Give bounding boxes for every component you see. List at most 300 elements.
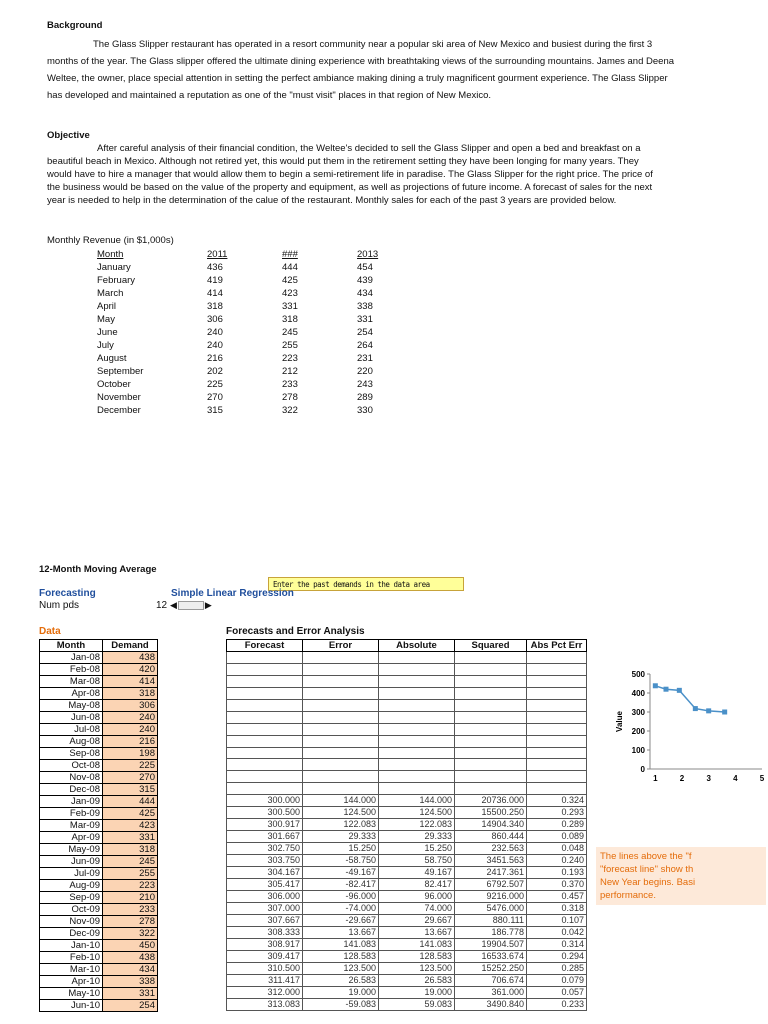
forecast-cell: 303.750 [227,855,303,867]
revenue-value: 233 [282,379,298,390]
abs-pct-err-cell [527,735,587,747]
demand-cell[interactable]: 444 [103,796,158,808]
error-cell [303,687,379,699]
month-cell[interactable]: Dec-08 [40,784,103,796]
forecast-header: Forecast [227,640,303,652]
squared-cell: 15252.250 [455,963,527,975]
forecast-cell: 300.917 [227,819,303,831]
abs-pct-err-cell: 0.193 [527,867,587,879]
revenue-header-1: 2011 [207,249,228,260]
table-row [227,879,587,891]
month-cell[interactable]: Feb-10 [40,952,103,964]
demand-cell[interactable]: 315 [103,784,158,796]
demand-cell[interactable]: 331 [103,832,158,844]
squared-cell: 186.778 [455,927,527,939]
demand-cell[interactable]: 255 [103,868,158,880]
squared-cell [455,711,527,723]
revenue-value: 240 [207,340,223,351]
table-row [227,843,587,855]
abs-pct-err-cell [527,759,587,771]
revenue-value: 243 [357,379,373,390]
demand-cell[interactable]: 322 [103,928,158,940]
error-cell [303,663,379,675]
absolute-cell: 15.250 [379,843,455,855]
month-cell[interactable]: Jul-09 [40,868,103,880]
table-row [227,999,587,1011]
absolute-cell: 122.083 [379,819,455,831]
squared-cell: 860.444 [455,831,527,843]
month-cell[interactable]: Jan-09 [40,796,103,808]
error-cell: 141.083 [303,939,379,951]
background-rest: during the first 3 months of the year. The Glass slipper offered the ultimate dining experience with breathtaking views of the surrounding mountains. James and Deena Weltee, the owner, place special attention in setting the perfect ambiance making dining a truly magnificent gourment experience. The Glass Slipper has developed and maintained a reputation as one of the "must visit" places in that region of New Mexico. [47,39,675,101]
squared-cell: 19904.507 [455,939,527,951]
revenue-title: Monthly Revenue (in $1,000s) [47,235,174,246]
forecast-cell: 310.500 [227,963,303,975]
y-axis-label: Value [615,711,624,732]
error-cell: -96.000 [303,891,379,903]
data-point [693,706,698,711]
abs-pct-err-cell: 0.089 [527,831,587,843]
demand-cell[interactable]: 331 [103,988,158,1000]
revenue-value: 278 [282,392,298,403]
demand-cell[interactable]: 240 [103,712,158,724]
table-row [227,783,587,795]
table-row [227,951,587,963]
absolute-cell [379,723,455,735]
revenue-value: 270 [207,392,223,403]
error-cell: 19.000 [303,987,379,999]
y-tick-label: 200 [631,727,645,736]
revenue-value: 289 [357,392,373,403]
demand-cell[interactable]: 306 [103,700,158,712]
absolute-cell: 29.333 [379,831,455,843]
revenue-row [97,287,432,300]
table-row [40,796,158,808]
month-cell[interactable]: Sep-08 [40,748,103,760]
comment-line: The lines above the "f [600,851,692,862]
y-tick-label: 400 [631,689,645,698]
y-tick-label: 0 [640,765,645,774]
revenue-value: 330 [357,405,373,416]
squared-cell: 9216.000 [455,891,527,903]
absolute-cell: 141.083 [379,939,455,951]
y-tick-label: 100 [631,746,645,755]
demand-cell[interactable]: 434 [103,964,158,976]
forecast-cell: 308.333 [227,927,303,939]
forecast-cell [227,747,303,759]
revenue-month: February [97,275,136,286]
revenue-value: 245 [282,327,298,338]
num-pds-label: Num pds [39,600,80,611]
revenue-value: 255 [282,340,298,351]
squared-cell [455,652,527,664]
absolute-cell [379,759,455,771]
num-pds-spinner[interactable] [170,600,212,610]
abs-pct-err-cell: 0.314 [527,939,587,951]
squared-cell [455,771,527,783]
revenue-value: 425 [282,275,298,286]
revenue-value: 315 [207,405,223,416]
squared-cell [455,723,527,735]
squared-cell [455,783,527,795]
demand-table [39,639,158,1012]
month-cell[interactable]: Apr-09 [40,832,103,844]
table-row [227,699,587,711]
squared-cell: 20736.000 [455,795,527,807]
squared-cell: 232.563 [455,843,527,855]
month-cell[interactable]: May-09 [40,844,103,856]
revenue-value: 240 [207,327,223,338]
squared-cell [455,663,527,675]
y-tick-label: 500 [631,670,645,679]
revenue-value: 220 [357,366,373,377]
table-row [227,675,587,687]
squared-cell [455,759,527,771]
abs-pct-err-cell: 0.107 [527,915,587,927]
abs-pct-err-cell: 0.048 [527,843,587,855]
forecast-cell: 301.667 [227,831,303,843]
error-cell: 124.500 [303,807,379,819]
demand-cell[interactable]: 318 [103,688,158,700]
table-row [227,711,587,723]
comment-box [596,847,766,905]
error-cell: 128.583 [303,951,379,963]
spinner-left-icon[interactable]: ◀ [170,600,177,610]
x-tick-label: 5 [759,774,765,783]
month-cell[interactable]: Jun-10 [40,1000,103,1012]
chart-axes [615,670,765,783]
error-cell: 15.250 [303,843,379,855]
demand-cell[interactable]: 216 [103,736,158,748]
error-cell [303,699,379,711]
num-pds-value[interactable]: 12 [156,600,168,611]
table-row [40,904,158,916]
squared-cell: 706.674 [455,975,527,987]
table-row [40,928,158,940]
squared-cell: 16533.674 [455,951,527,963]
demand-cell[interactable]: 438 [103,952,158,964]
forecast-cell: 311.417 [227,975,303,987]
month-cell[interactable]: Aug-08 [40,736,103,748]
background-heading: Background [47,20,103,31]
error-cell [303,675,379,687]
squared-cell: 3490.840 [455,999,527,1011]
abs-pct-err-cell [527,723,587,735]
background-line-1: The Glass Slipper restaurant has operated in a resort community near a popular ski area of New Mexico and busiest [93,39,582,50]
demand-cell[interactable]: 245 [103,856,158,868]
forecast-cell [227,711,303,723]
revenue-month: June [97,327,118,338]
demand-cell[interactable]: 198 [103,748,158,760]
data-point [722,710,727,715]
forecast-cell [227,675,303,687]
abs-pct-err-cell [527,663,587,675]
month-header: Month [40,640,103,652]
revenue-row [97,326,432,339]
absolute-cell: 29.667 [379,915,455,927]
regression-label: Simple Linear Regression [171,588,294,599]
squared-cell [455,675,527,687]
objective-line-1: After careful analysis of their financial condition, the Weltee's decided to sell the Glass Slipper and open a bed and [97,143,578,154]
absolute-cell [379,675,455,687]
revenue-month: December [97,405,141,416]
revenue-month: April [97,301,117,312]
table-row [40,880,158,892]
error-cell [303,652,379,664]
table-row [40,736,158,748]
revenue-month: March [97,288,124,299]
month-cell[interactable]: Oct-09 [40,904,103,916]
table-row [227,663,587,675]
absolute-cell: 82.417 [379,879,455,891]
revenue-value: 231 [357,353,373,364]
revenue-value: 414 [207,288,223,299]
month-cell[interactable]: Apr-08 [40,688,103,700]
x-tick-label: 3 [706,774,711,783]
demand-cell[interactable]: 414 [103,676,158,688]
squared-cell: 6792.507 [455,879,527,891]
absolute-cell: 74.000 [379,903,455,915]
revenue-value: 306 [207,314,223,325]
forecast-cell [227,723,303,735]
table-row [227,831,587,843]
squared-cell: 361.000 [455,987,527,999]
abs-pct-err-cell: 0.370 [527,879,587,891]
spinner-track[interactable] [178,601,204,610]
absolute-cell: 49.167 [379,867,455,879]
data-point [677,688,682,693]
month-cell[interactable]: Feb-09 [40,808,103,820]
demand-cell[interactable]: 338 [103,976,158,988]
revenue-value: 331 [357,314,373,325]
demand-cell[interactable]: 240 [103,724,158,736]
absolute-cell: 59.083 [379,999,455,1011]
absolute-header: Absolute [379,640,455,652]
demand-cell[interactable]: 225 [103,760,158,772]
revenue-value: 331 [282,301,298,312]
forecasting-label: Forecasting [39,588,96,599]
abs-pct-err-cell [527,652,587,664]
revenue-value: 439 [357,275,373,286]
month-cell[interactable]: Dec-09 [40,928,103,940]
absolute-cell [379,771,455,783]
abs-pct-err-cell: 0.233 [527,999,587,1011]
table-row [40,868,158,880]
demand-cell[interactable]: 420 [103,664,158,676]
error-cell: -82.417 [303,879,379,891]
table-row [40,856,158,868]
month-cell[interactable]: Aug-09 [40,880,103,892]
forecast-cell: 307.667 [227,915,303,927]
revenue-value: 223 [282,353,298,364]
revenue-header-3: 2013 [357,249,379,260]
revenue-value: 434 [357,288,373,299]
revenue-value: 254 [357,327,373,338]
x-tick-label: 4 [733,774,738,783]
squared-cell: 880.111 [455,915,527,927]
spinner-right-icon[interactable]: ▶ [204,600,212,610]
month-cell[interactable]: Jun-09 [40,856,103,868]
table-row [40,976,158,988]
error-cell [303,783,379,795]
abs-pct-err-cell: 0.324 [527,795,587,807]
abs-pct-err-cell: 0.457 [527,891,587,903]
table-row [40,820,158,832]
table-row [40,760,158,772]
error-cell [303,771,379,783]
revenue-value: 322 [282,405,298,416]
revenue-header-2: ### [282,249,298,260]
table-row [40,844,158,856]
squared-cell [455,735,527,747]
revenue-value: 225 [207,379,223,390]
forecast-cell: 302.750 [227,843,303,855]
demand-cell[interactable]: 425 [103,808,158,820]
error-cell [303,747,379,759]
demand-cell[interactable]: 270 [103,772,158,784]
revenue-value: 212 [282,366,298,377]
month-cell[interactable]: Jun-08 [40,712,103,724]
absolute-cell: 123.500 [379,963,455,975]
absolute-cell [379,652,455,664]
table-row [40,784,158,796]
revenue-value: 454 [357,262,373,273]
table-row [227,771,587,783]
demand-cell[interactable]: 450 [103,940,158,952]
table-row [40,832,158,844]
month-cell[interactable]: Jan-10 [40,940,103,952]
x-tick-label: 2 [679,774,685,783]
demand-chart [612,664,768,794]
absolute-cell [379,747,455,759]
table-row [40,772,158,784]
error-cell: 144.000 [303,795,379,807]
month-cell[interactable]: Nov-09 [40,916,103,928]
absolute-cell: 124.500 [379,807,455,819]
demand-cell[interactable]: 278 [103,916,158,928]
abs-pct-err-cell [527,783,587,795]
error-cell [303,711,379,723]
abs-pct-err-cell: 0.318 [527,903,587,915]
abs-pct-err-cell [527,711,587,723]
revenue-value: 338 [357,301,373,312]
model-title: 12-Month Moving Average [39,564,157,575]
table-row [40,952,158,964]
month-cell[interactable]: Feb-08 [40,664,103,676]
forecast-cell: 300.000 [227,795,303,807]
month-cell[interactable]: Jan-08 [40,652,103,664]
demand-cell[interactable]: 210 [103,892,158,904]
error-cell [303,735,379,747]
data-point [706,708,711,713]
forecast-cell [227,735,303,747]
table-row [227,915,587,927]
revenue-row [97,404,432,417]
forecast-cell [227,687,303,699]
table-row [227,735,587,747]
month-cell[interactable]: Oct-08 [40,760,103,772]
table-row [40,652,158,664]
month-cell[interactable]: May-08 [40,700,103,712]
table-row [40,664,158,676]
revenue-row [97,352,432,365]
month-cell[interactable]: Mar-08 [40,676,103,688]
data-point [664,687,669,692]
table-row [40,1000,158,1012]
absolute-cell: 13.667 [379,927,455,939]
table-row [227,891,587,903]
table-row [40,808,158,820]
forecast-cell: 307.000 [227,903,303,915]
forecast-cell [227,663,303,675]
demand-cell[interactable]: 318 [103,844,158,856]
demand-cell[interactable]: 438 [103,652,158,664]
abs-pct-err-cell [527,771,587,783]
demand-header: Demand [103,640,158,652]
revenue-value: 216 [207,353,223,364]
squared-cell [455,747,527,759]
revenue-value: 318 [207,301,223,312]
month-cell[interactable]: Jul-08 [40,724,103,736]
demand-cell[interactable]: 233 [103,904,158,916]
table-row [227,652,587,664]
absolute-cell [379,735,455,747]
table-row [227,807,587,819]
table-row [227,975,587,987]
abs-pct-err-cell: 0.042 [527,927,587,939]
data-label: Data [39,626,61,637]
demand-cell[interactable]: 223 [103,880,158,892]
abs-pct-err-cell [527,675,587,687]
month-cell[interactable]: Mar-09 [40,820,103,832]
table-row [227,987,587,999]
absolute-cell [379,699,455,711]
table-row [40,916,158,928]
month-cell[interactable]: Nov-08 [40,772,103,784]
comment-line: New Year begins. Basi [600,877,696,888]
forecast-cell: 304.167 [227,867,303,879]
data-point [653,683,658,688]
revenue-row [97,313,432,326]
error-cell: 29.333 [303,831,379,843]
forecast-cell [227,783,303,795]
abs-pct-err-cell: 0.079 [527,975,587,987]
revenue-month: May [97,314,115,325]
squared-cell: 14904.340 [455,819,527,831]
absolute-cell: 19.000 [379,987,455,999]
absolute-cell: 26.583 [379,975,455,987]
demand-cell[interactable]: 423 [103,820,158,832]
month-cell[interactable]: Mar-10 [40,964,103,976]
month-cell[interactable]: Apr-10 [40,976,103,988]
table-row [227,963,587,975]
forecast-cell [227,771,303,783]
table-row [227,855,587,867]
month-cell[interactable]: May-10 [40,988,103,1000]
absolute-cell [379,687,455,699]
error-cell: 26.583 [303,975,379,987]
table-row [40,676,158,688]
demand-cell[interactable]: 254 [103,1000,158,1012]
table-row [40,988,158,1000]
error-header: Error [303,640,379,652]
table-row [40,700,158,712]
table-row [227,747,587,759]
x-tick-label: 1 [653,774,658,783]
forecast-analysis-label: Forecasts and Error Analysis [226,626,365,637]
squared-cell: 5476.000 [455,903,527,915]
month-cell[interactable]: Sep-09 [40,892,103,904]
